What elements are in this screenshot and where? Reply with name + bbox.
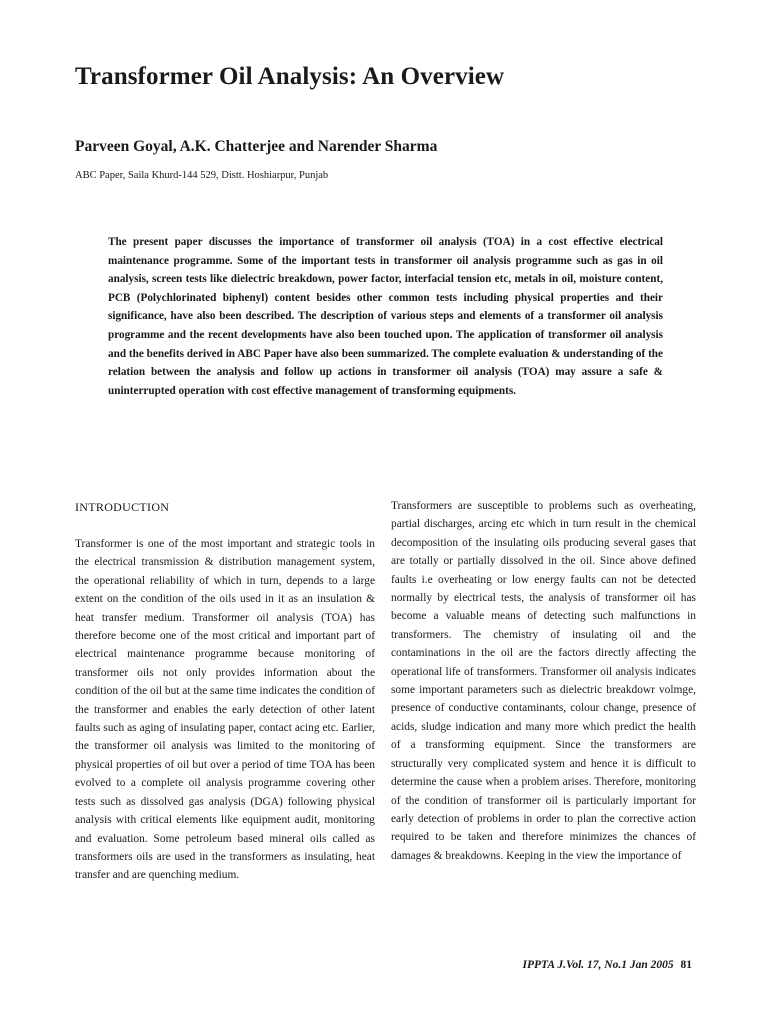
intro-paragraph-left: Transformer is one of the most important and strategic tools in the electrical transmission & distribution management system, the operational reliability of which in turn, depends to a large extent on the condition of the oils used in it as an insulation & heat transfer medium. Transformer oil analysis (TOA) has therefore become one of the most critical and important part of electrical maintenance programme because monitoring of transformer oils not only provides information about the condition of the oil but at the same time indicates the condition of the transformer and enables the early detection of other latent faults such as aging of insulating paper, contact acing etc. Earlier, the transformer oil analysis was limited to the monitoring of physical properties of oil but over a period of time TOA has been evolved to a complete oil analysis programme covering other tests such as dissolved gas analysis (DGA) following physical analysis with critical elements like equipment audit, monitoring and evaluation. Some petroleum based mineral oils called as transformers oils are used in the transformers as insulating, heat transfer and are quenching medium.	[75, 538, 375, 882]
intro-paragraph-right: Transformers are susceptible to problems such as overheating, partial discharges, arcing etc which in turn result in the chemical decomposition of the insulating oils producing several gases that are totally or partially dissolved in the oil. Since above defined faults i.e overheating or low energy faults can not be detected normally by electrical tests, the analysis of transformer oil has become a valuable means of detecting such malfunctions in transformers. The chemistry of insulating oil and the contaminations in the oil are the factors directly affecting the operational life of transformers. Transformer oil analysis indicates some important parameters such as dielectric breakdowr volmge, presence of conductive contaminants, colour change, presence of acids, sludge indication and many more which predict the health of a transforming equipment. Since the transformers are structurally very complicated system and hence it is difficult to determine the cause when a problem arises. Therefore, monitoring of the condition of transformer oil is particularly important for early detection of problems in order to plan the corrective action required to be taken and therefore minimizes the chances of damages & breakdowns. Keeping in the view the importance of	[391, 500, 696, 862]
section-heading-introduction: INTRODUCTION	[75, 500, 170, 514]
page-footer	[523, 957, 693, 973]
journal-citation: IPPTA J.Vol. 17, No.1 Jan 2005	[522, 959, 674, 971]
right-column	[391, 497, 696, 865]
author-list: Parveen Goyal, A.K. Chatterjee and Narender Sharma	[75, 138, 438, 155]
abstract: The present paper discusses the importance of transformer oil analysis (TOA) in a cost effective electrical maintenance programme. Some of the important tests in transformer oil analysis programme such as gas in oil analysis, screen tests like dielectric breakdown, power factor, interfacial tension etc, metals in oil, moisture content, PCB (Polychlorinated biphenyl) content besides other common tests including physical properties and their significance, have also been described. The description of various steps and elements of a transformer oil analysis programme and the recent developments have also been touched upon. The application of transformer oil analysis and the benefits derived in ABC Paper have also been summarized. The complete evaluation & understanding of the relation between the analysis and follow up actions in transformer oil analysis (TOA) may assure a safe & uninterrupted operation with cost effective management of transforming equipments.	[108, 236, 663, 397]
left-column	[75, 497, 375, 885]
paper-title: Transformer Oil Analysis: An Overview	[75, 63, 505, 90]
affiliation: ABC Paper, Saila Khurd-144 529, Distt. Hoshiarpur, Punjab	[75, 170, 329, 181]
page-number: 81	[680, 959, 692, 971]
